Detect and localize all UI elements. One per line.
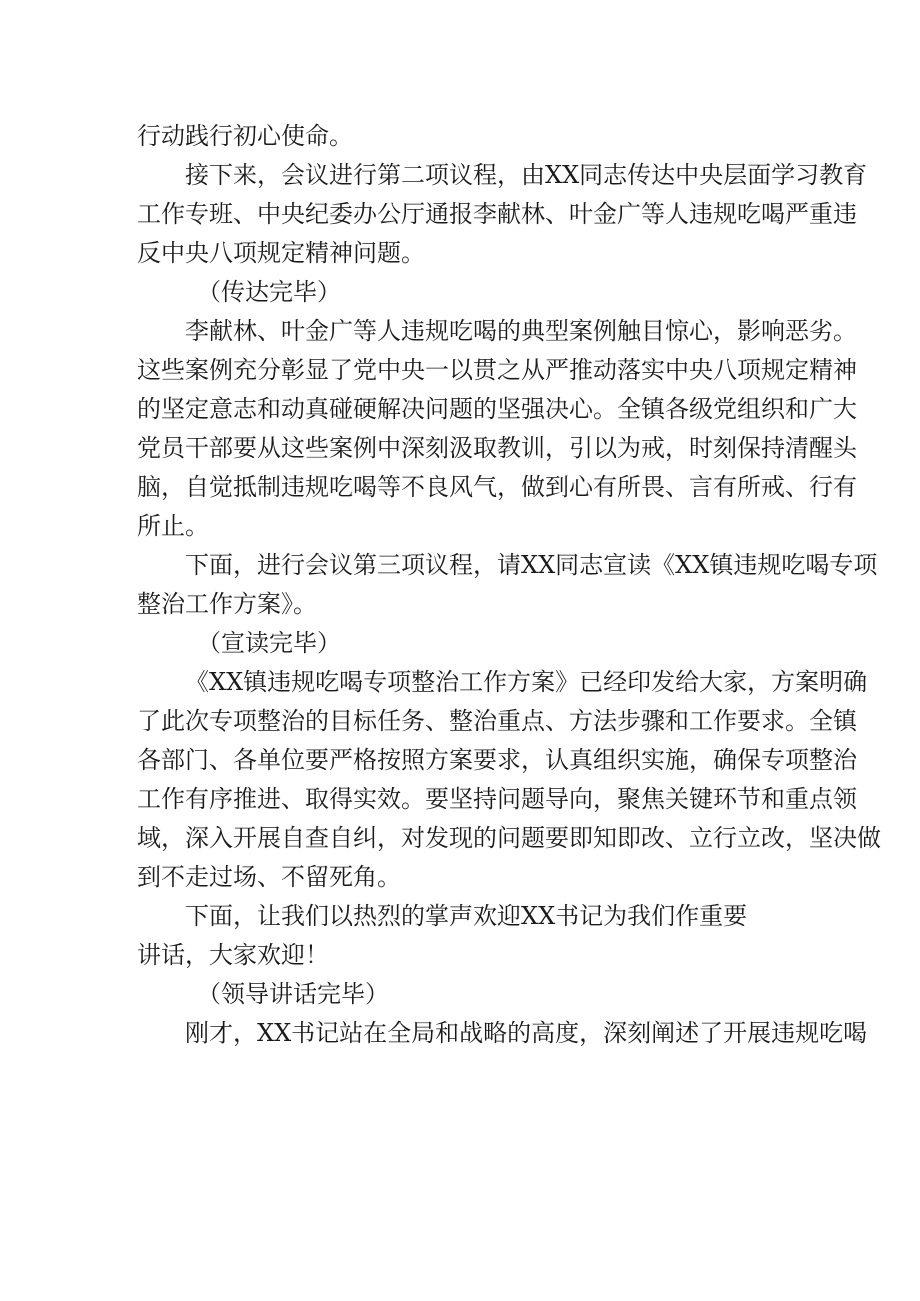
- text-line: 讲话，大家欢迎！: [137, 941, 329, 969]
- text-line: 工作有序推进、取得实效。要坚持问题导向，聚焦关键环节和重点领: [137, 785, 857, 813]
- text-line: 反中央八项规定精神问题。: [137, 239, 425, 267]
- text-line: 刚才，XX书记站在全局和战略的高度，深刻阐述了开展违规吃喝: [185, 1019, 868, 1047]
- text-line: 所止。: [137, 512, 209, 540]
- text-line: 下面，进行会议第三项议程，请XX同志宣读《XX镇违规吃喝专项: [185, 551, 878, 579]
- text-line: 域，深入开展自查自纠，对发现的问题要即知即改、立行立改，坚决做: [137, 824, 881, 852]
- text-line: 下面，让我们以热烈的掌声欢迎XX书记为我们作重要: [185, 902, 748, 930]
- text-line: 了此次专项整治的目标任务、整治重点、方法步骤和工作要求。全镇: [137, 707, 857, 735]
- text-line: 脑，自觉抵制违规吃喝等不良风气，做到心有所畏、言有所戒、行有: [137, 473, 857, 501]
- text-line: 的坚定意志和动真碰硬解决问题的坚强决心。全镇各级党组织和广大: [137, 395, 857, 423]
- text-line: 接下来，会议进行第二项议程，由XX同志传达中央层面学习教育: [185, 161, 868, 189]
- text-line: 行动践行初心使命。: [137, 122, 353, 150]
- document-body: [137, 117, 881, 1053]
- text-line: （宣读完毕）: [197, 629, 341, 657]
- text-line: 整治工作方案》。: [137, 590, 317, 618]
- text-line: 党员干部要从这些案例中深刻汲取教训，引以为戒，时刻保持清醒头: [137, 434, 857, 462]
- text-line: 这些案例充分彰显了党中央一以贯之从严推动落实中央八项规定精神: [137, 356, 857, 384]
- text-line: （传达完毕）: [197, 278, 341, 306]
- text-line: 到不走过场、不留死角。: [137, 863, 401, 891]
- text-line: 李献林、叶金广等人违规吃喝的典型案例触目惊心，影响恶劣。: [185, 317, 857, 345]
- text-line: （领导讲话完毕）: [197, 980, 389, 1008]
- text-line: 《XX镇违规吃喝专项整治工作方案》已经印发给大家，方案明确: [185, 668, 868, 696]
- text-line: 工作专班、中央纪委办公厅通报李献林、叶金广等人违规吃喝严重违: [137, 200, 857, 228]
- text-line: 各部门、各单位要严格按照方案要求，认真组织实施，确保专项整治: [137, 746, 857, 774]
